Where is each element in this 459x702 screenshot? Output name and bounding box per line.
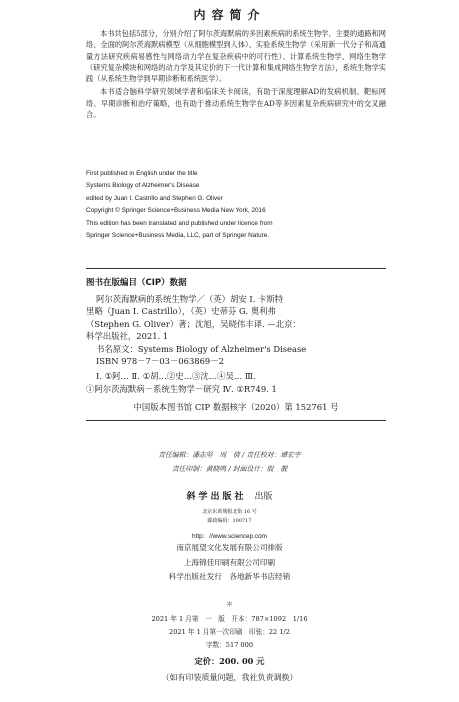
- cip-line: Ⅰ. ①阿… Ⅱ. ①胡…②史…③沈…④吴… Ⅲ.: [96, 371, 256, 382]
- word-count: 字数：517 000: [205, 641, 254, 649]
- staff-line: 责任印制：黄晓鸣 / 封面设计：殷 靓: [171, 465, 288, 473]
- edition-spec: 2021 年 1 月第 一 版 开本：787×1092 1/16: [151, 615, 308, 623]
- english-rights-notice: [86, 168, 386, 242]
- publisher-address: 北京东黄城根北街 16 号: [202, 509, 257, 515]
- rights-line: This edition has been translated and published under licence from: [86, 219, 273, 227]
- publisher-name: [0, 489, 459, 502]
- rights-line: Copyright © Springer Science+Business Media New York, 2016: [86, 207, 266, 215]
- printing-spec: 2021 年 1 月第一次印刷 印张：22 1/2: [169, 628, 290, 636]
- page-title: 内容简介: [193, 8, 266, 22]
- content-summary: [86, 28, 386, 122]
- separator-star: ＊: [226, 600, 233, 608]
- publisher-typeset: 南京展望文化发展有限公司排版: [176, 543, 283, 552]
- cip-line: （Stephen G. Oliver）著；沈旭，吴晓伟丰译. —北京：: [86, 318, 301, 329]
- divider: [86, 420, 386, 421]
- cip-record: [86, 293, 386, 395]
- publisher-logo-text: 斜学出版社: [186, 492, 247, 502]
- divider: [86, 268, 386, 269]
- cip-line: 阿尔茨海默病的系统生物学／（英）胡安 I. 卡斯特: [96, 294, 284, 304]
- rights-line: Systems Biology of Alzheimer's Disease: [86, 182, 200, 190]
- rights-line: edited by Juan I. Castrillo and Stephen G. Oliver: [86, 194, 223, 202]
- publisher-url: http：//www.sciencep.com: [192, 533, 267, 540]
- cip-record-number: 中国版本图书馆 CIP 数据核字（2020）第 152761 号: [133, 402, 339, 412]
- price: 定价：200. 00 元: [194, 656, 265, 666]
- rights-line: Springer Science+Business Media, LLC, part of Springer Nature.: [86, 232, 270, 240]
- cip-heading: 图书在版编目（CIP）数据: [86, 278, 187, 288]
- cip-isbn: ISBN 978－7－03－063869－2: [96, 356, 224, 367]
- summary-paragraph: 本书适合脑科学研究领域学者和临床关卡阅读，有助于深度理解AD的发病机制、靶标网络、早期诊断和治疗策略，也有助于推动系统生物学在AD等多因素复杂疾病研究中的交叉融合。: [86, 87, 386, 120]
- summary-paragraph: 本书共包括5部分，分别介绍了阿尔茨海默病的多因素疾病的系统生物学、主要的通路和网络、全面的阿尔茨海默病模型（从细胞模型到人体）、实验系统生物学（采用新一代分子和高通量方法研究疾病易感性与网络动力学在复杂疾病中的可行性）、计算系统生物学、网络生物学（研究复杂模块和网络的动力学及其定价的下一代计算和集成网络生物学方法），系统生物学实践（从系统生物学到早期诊断和系统医学）。: [86, 29, 386, 84]
- cip-line: 书名原文：Systems Biology of Alzheimer's Disease: [96, 343, 307, 354]
- publisher-postcode: 邮政编码：100717: [207, 518, 252, 524]
- quality-notice: （如有印装质量问题，我社负责调换）: [161, 673, 298, 682]
- cip-line: 里略（Juan I. Castrillo），（英）史蒂芬 G. 奥利弗: [86, 306, 276, 317]
- publisher-print: 上海锦佳印刷有限公司印刷: [183, 558, 276, 567]
- cip-line: 科学出版社，2021. 1: [86, 331, 169, 342]
- publisher-out-label: 出版: [254, 492, 273, 502]
- publisher-distribute: 科学出版社发行 各地新华书店经销: [168, 572, 291, 581]
- rights-line: First published in English under the title: [86, 170, 198, 177]
- staff-line: 责任编辑：潘志坚 周 倩 / 责任校对：谭宏宇: [158, 451, 301, 459]
- cip-line: ①阿尔茨海默病－系统生物学－研究 Ⅳ. ①R749. 1: [86, 383, 277, 394]
